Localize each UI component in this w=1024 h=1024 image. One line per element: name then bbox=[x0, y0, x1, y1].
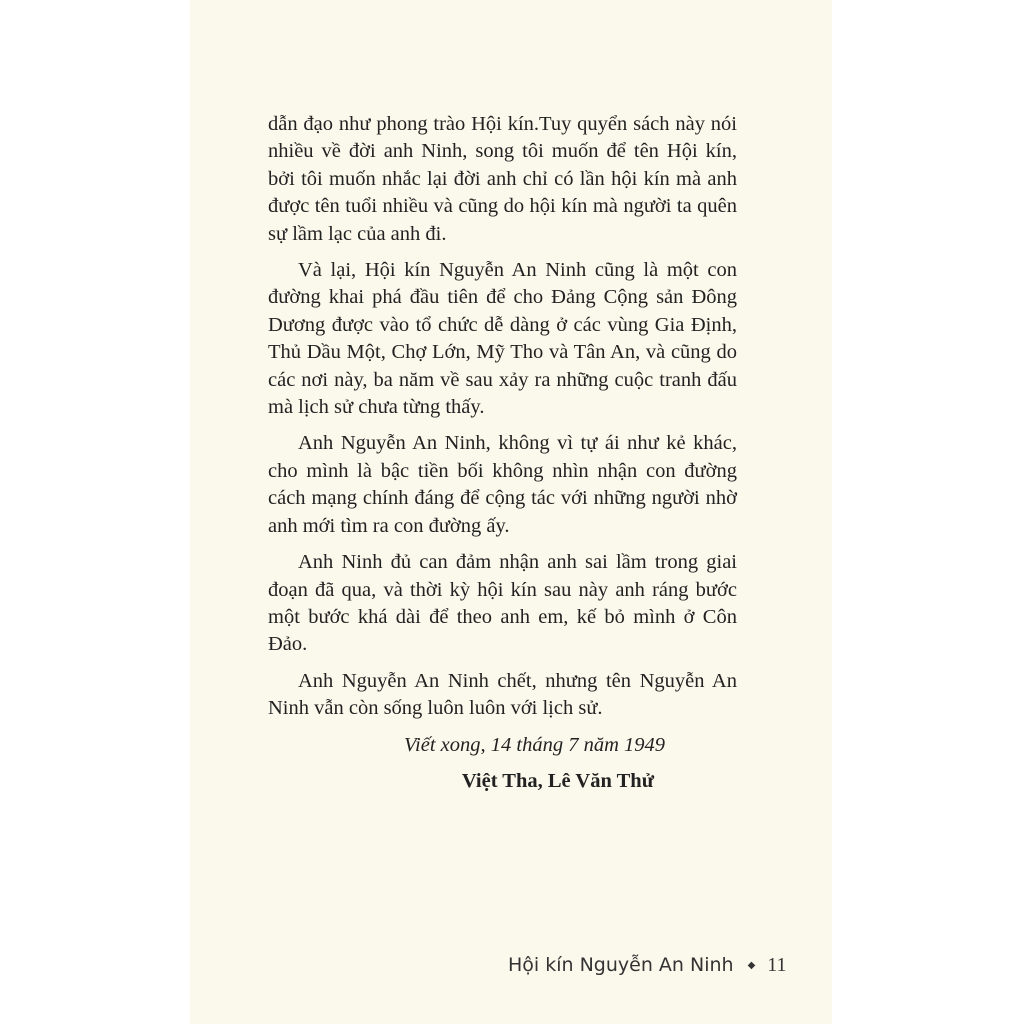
diamond-separator-icon: ◆ bbox=[747, 960, 756, 971]
paragraph-1: dẫn đạo như phong trào Hội kín.Tuy quyển sách này nói nhiều về đời anh Ninh, song tôi muốn để tên Hội kín, bởi tôi muốn nhắc lại đời anh chỉ có lần hội kín mà anh được tên tuổi nhiều và cũng do hội kín mà người ta quên sự lầm lạc của anh đi. bbox=[268, 113, 737, 245]
running-title: Hội kín Nguyễn An Ninh bbox=[508, 954, 734, 976]
book-page bbox=[190, 0, 832, 1024]
signature-date: Viết xong, 14 tháng 7 năm 1949 bbox=[404, 733, 665, 756]
page-number: 11 bbox=[767, 954, 787, 976]
page-footer bbox=[508, 954, 787, 977]
paragraph-2: Và lại, Hội kín Nguyễn An Ninh cũng là một con đường khai phá đầu tiên để cho Đảng Cộng sản Đông Dương được vào tổ chức dễ dàng ở các vùng Gia Định, Thủ Dầu Một, Chợ Lớn, Mỹ Tho và Tân An, và cũng do các nơi này, ba năm về sau xảy ra những cuộc tranh đấu mà lịch sử chưa từng thấy. bbox=[268, 259, 737, 419]
paragraph-4: Anh Ninh đủ can đảm nhận anh sai lầm trong giai đoạn đã qua, và thời kỳ hội kín sau này anh ráng bước một bước khá dài để theo anh em, kế bỏ mình ở Côn Đảo. bbox=[268, 551, 737, 656]
body-text bbox=[268, 111, 737, 804]
paragraph-3: Anh Nguyễn An Ninh, không vì tự ái như kẻ khác, cho mình là bậc tiền bối không nhìn nhận con đường cách mạng chính đáng để cộng tác với những người nhờ anh mới tìm ra con đường ấy. bbox=[268, 432, 737, 537]
signature-author: Việt Tha, Lê Văn Thử bbox=[461, 769, 654, 792]
paragraph-5: Anh Nguyễn An Ninh chết, nhưng tên Nguyễn An Ninh vẫn còn sống luôn luôn với lịch sử. bbox=[268, 669, 737, 720]
